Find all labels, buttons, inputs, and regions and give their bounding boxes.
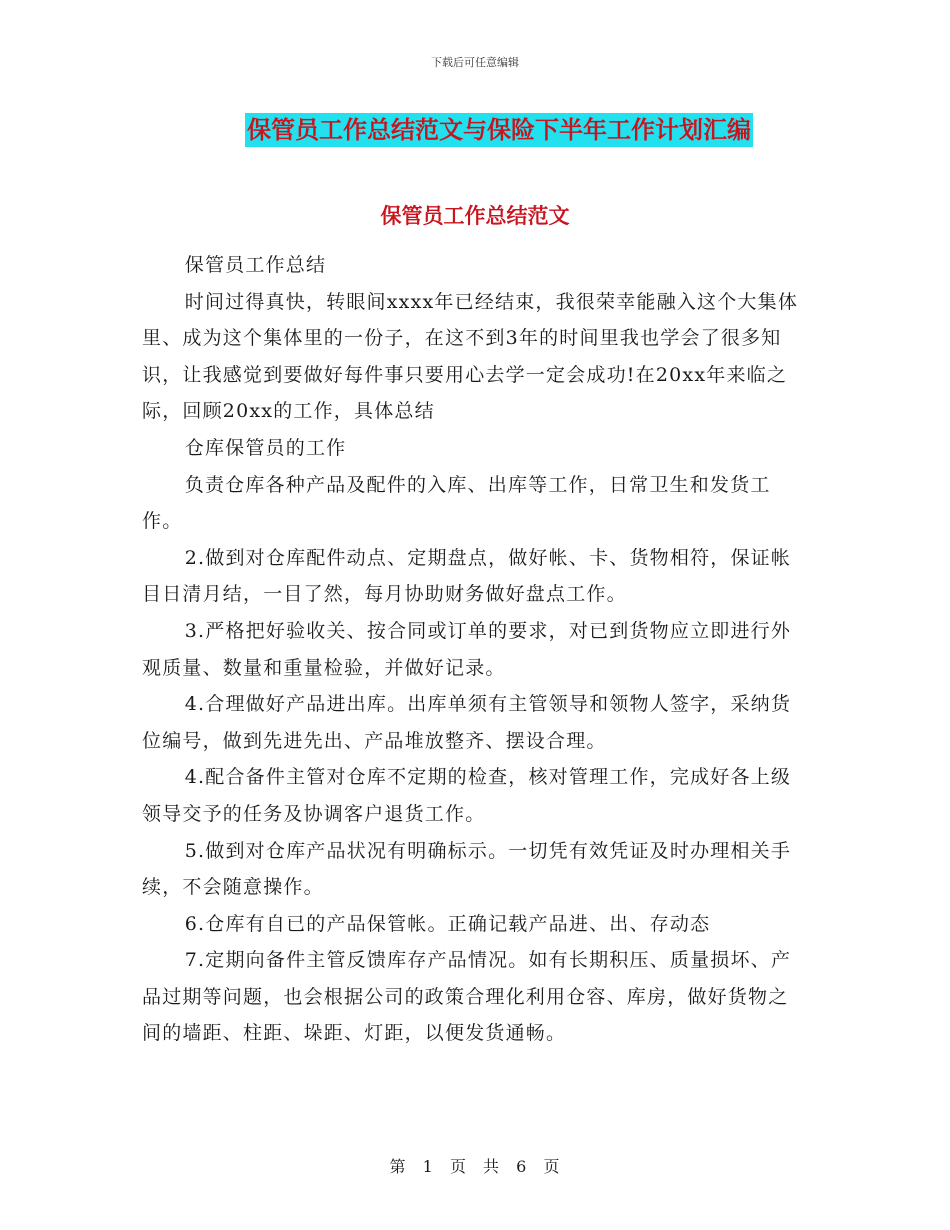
paragraph-subtitle: 保管员工作总结 [184,254,327,276]
paragraph-item: 6.仓库有自已的产品保管帐。正确记载产品进、出、存动态 [184,912,711,935]
paragraph-item: 4.配合备件主管对仓库不定期的检查，核对管理工作，完成好各上级领导交予的任务及协调客户退货工作。 [142,766,792,825]
footer-total-label: 共 [483,1157,501,1176]
paragraph-intro: 时间过得真快，转眼间xxxx年已经结束，我很荣幸能融入这个大集体里、成为这个集体里的一份子，在这不到3年的时间里我也学会了很多知识，让我感觉到要做好每件事只要用心去学一定会成功!在20xx年来临之际，回顾20xx的工作，具体总结 [142,290,799,423]
header-note: 下载后可任意编辑 [431,56,519,69]
footer-page-number: 1 [422,1157,434,1176]
paragraph-item: 3.严格把好验收关、按合同或订单的要求，对已到货物应立即进行外观质量、数量和重量检验，并做好记录。 [142,619,792,679]
paragraph-item: 4.合理做好产品进出库。出库单须有主管领导和领物人签字，采纳货位编号，做到先进先出、产品堆放整齐、摆设合理。 [142,693,792,752]
paragraph-item: 5.做到对仓库产品状况有明确标示。一切凭有效凭证及时办理相关手续，不会随意操作。 [142,839,792,899]
document-body [142,247,802,1052]
paragraph-item: 2.做到对仓库配件动点、定期盘点，做好帐、卡、货物相符，保证帐目日清月结，一目了然，每月协助财务做好盘点工作。 [142,546,792,606]
paragraph-item: 负责仓库各种产品及配件的入库、出库等工作，日常卫生和发货工作。 [142,473,771,533]
document-title: 保管员工作总结范文与保险下半年工作计划汇编 [245,113,753,147]
paragraph-item: 7.定期向备件主管反馈库存产品情况。如有长期积压、质量损坏、产品过期等问题，也会根据公司的政策合理化利用仓容、库房，做好货物之间的墙距、柱距、垛距、灯距，以便发货通畅。 [142,949,792,1045]
document-title-wrap [0,113,950,147]
footer-page-suffix: 页 [543,1157,561,1176]
section-title: 保管员工作总结范文 [380,204,570,228]
footer-page-mid: 页 [449,1157,467,1176]
page-footer [0,1154,950,1177]
footer-total-pages: 6 [516,1157,528,1176]
footer-page-prefix: 第 [389,1157,407,1176]
paragraph-heading: 仓库保管员的工作 [184,436,347,459]
